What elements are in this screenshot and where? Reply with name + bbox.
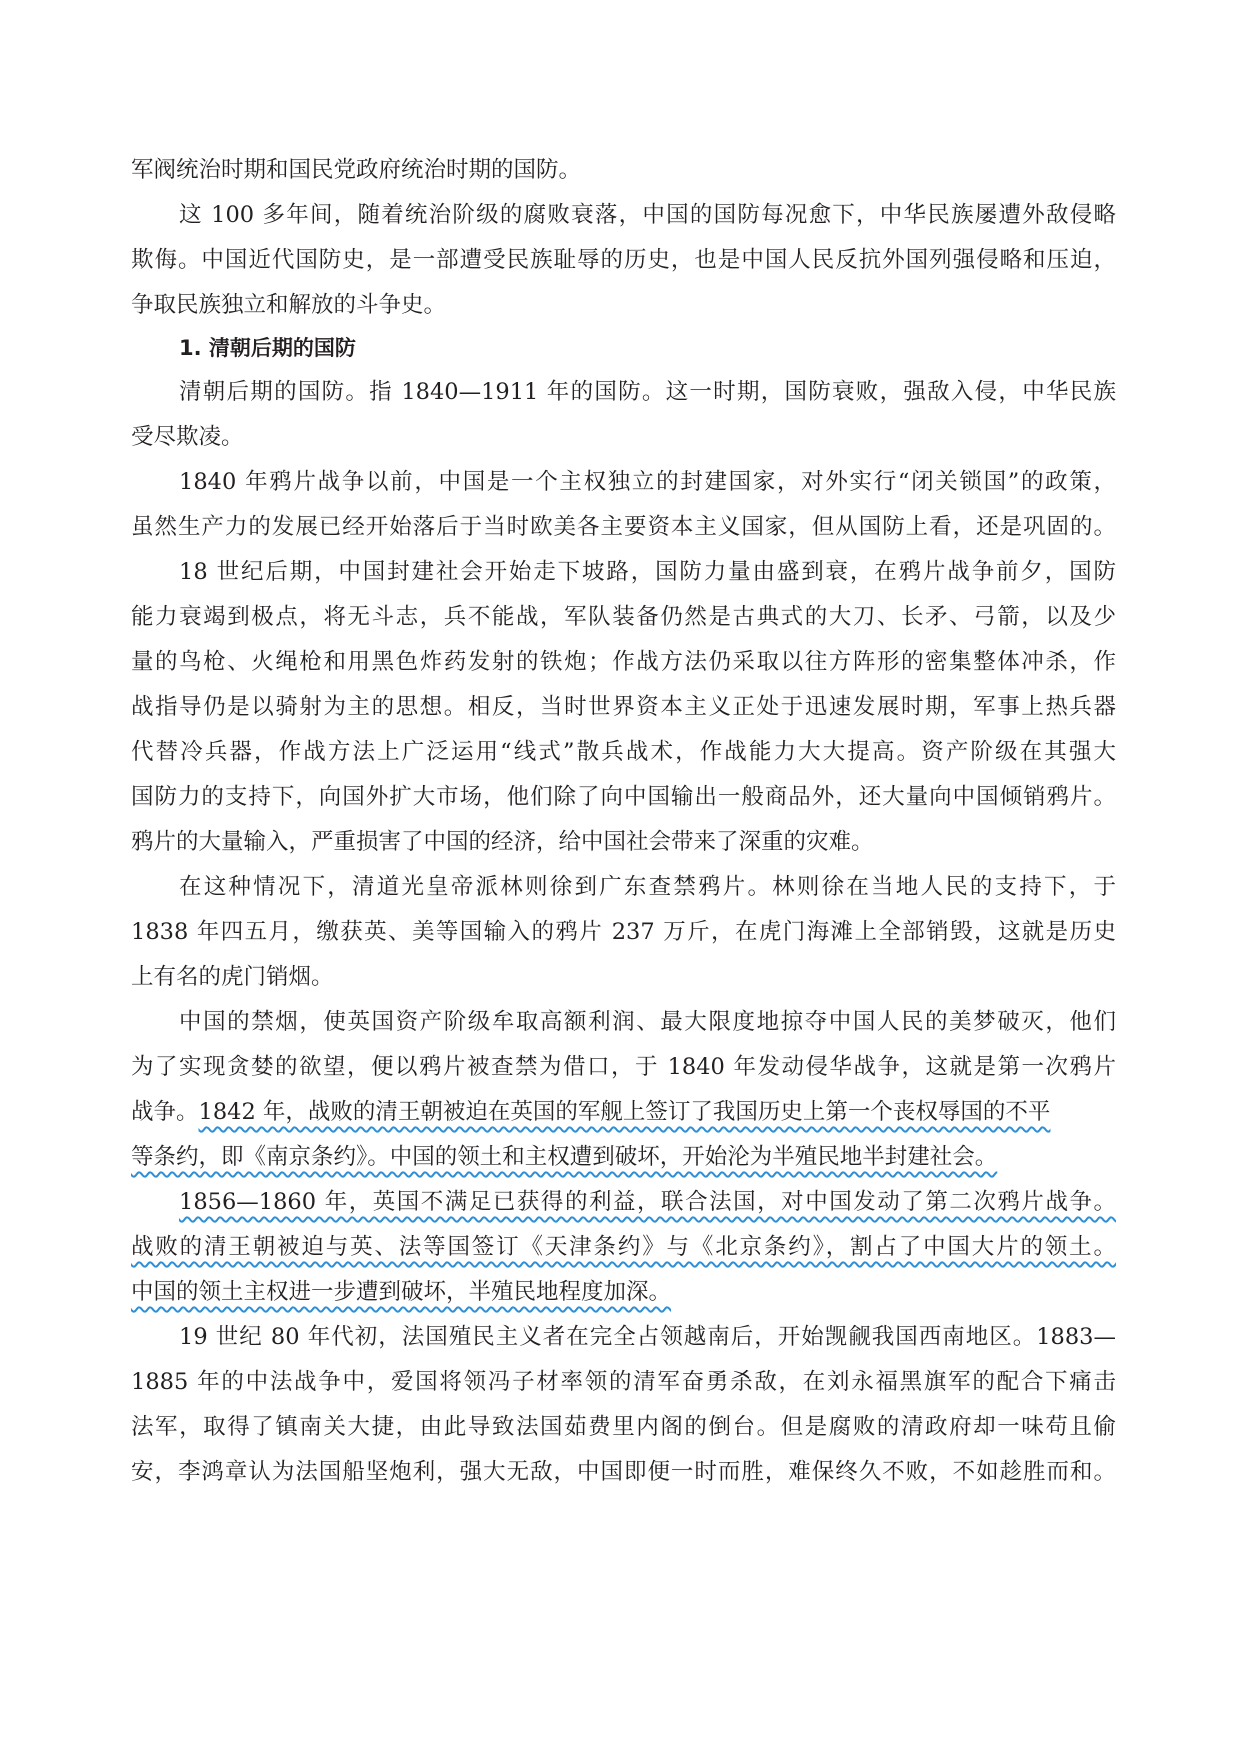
text-line [131,1227,1116,1267]
text-line [131,1272,671,1312]
text-line: 18 世纪后期，中国封建社会开始走下坡路，国防力量由盛到衰，在鸦片战争前夕，国防 [179,559,1116,585]
text-line [179,1182,1116,1222]
text-line: 1885 年的中法战争中，爱国将领冯子材率领的清军奋勇杀敌，在刘永福黑旗军的配合下痛击 [131,1369,1116,1395]
text-line: 虽然生产力的发展已经开始落后于当时欧美各主要资本主义国家，但从国防上看，还是巩固的。 [131,514,1116,540]
text-line: 军阀统治时期和国民党政府统治时期的国防。 [131,157,582,183]
text-line: 能力衰竭到极点，将无斗志，兵不能战，军队装备仍然是古典式的大刀、长矛、弓箭，以及少 [131,604,1116,630]
annotated-text: 等条约，即《南京条约》。中国的领土和主权遭到破坏，开始沦为半殖民地半封建社会。 [131,1144,998,1170]
text-line: 在这种情况下，清道光皇帝派林则徐到广东查禁鸦片。林则徐在当地人民的支持下，于 [179,874,1116,900]
text-line: 欺侮。中国近代国防史，是一部遭受民族耻辱的历史，也是中国人民反抗外国列强侵略和压迫， [131,247,1116,273]
text-line: 战指导仍是以骑射为主的思想。相反，当时世界资本主义正处于迅速发展时期，军事上热兵器 [131,694,1116,720]
text-line [131,1137,997,1177]
text-line: 争取民族独立和解放的斗争史。 [131,292,447,318]
annotated-text: 中国的领土主权进一步遭到破坏，半殖民地程度加深。 [131,1279,672,1305]
text-line: 19 世纪 80 年代初，法国殖民主义者在完全占领越南后，开始觊觎我国西南地区。1883— [179,1324,1116,1350]
section-heading: 1. 清朝后期的国防 [179,336,356,360]
text-line [131,1092,1050,1132]
text-line: 中国的禁烟，使英国资产阶级牟取高额利润、最大限度地掠夺中国人民的美梦破灭，他们 [179,1009,1116,1035]
annotated-text: 战败的清王朝被迫与英、法等国签订《天津条约》与《北京条约》，割占了中国大片的领土。 [131,1234,1116,1260]
text-line: 受尽欺凌。 [131,424,244,450]
annotated-text: 1856—1860 年，英国不满足已获得的利益，联合法国，对中国发动了第二次鸦片战争。 [179,1189,1116,1215]
text-line: 这 100 多年间，随着统治阶级的腐败衰落，中国的国防每况愈下，中华民族屡遭外敌侵略 [179,202,1116,228]
text-line: 法军，取得了镇南关大捷，由此导致法国茹费里内阁的倒台。但是腐败的清政府却一味苟且偷 [131,1414,1116,1440]
text-line: 清朝后期的国防。指 1840—1911 年的国防。这一时期，国防衰败，强敌入侵，中华民族 [179,379,1116,405]
text-line: 国防力的支持下，向国外扩大市场，他们除了向中国输出一般商品外，还大量向中国倾销鸦片。 [131,784,1116,810]
text-line: 1838 年四五月，缴获英、美等国输入的鸦片 237 万斤，在虎门海滩上全部销毁，这就是历史 [131,919,1116,945]
text-line: 1840 年鸦片战争以前，中国是一个主权独立的封建国家，对外实行“闭关锁国”的政策， [179,469,1116,495]
text-line: 安，李鸿章认为法国船坚炮利，强大无敌，中国即便一时而胜，难保终久不败，不如趁胜而和。 [131,1459,1116,1485]
text-line: 代替冷兵器，作战方法上广泛运用“线式”散兵战术，作战能力大大提高。资产阶级在其强大 [131,739,1116,765]
text-line: 鸦片的大量输入，严重损害了中国的经济，给中国社会带来了深重的灾难。 [131,829,874,855]
text-segment: 战争。 [131,1099,199,1125]
text-line: 量的鸟枪、火绳枪和用黑色炸药发射的铁炮；作战方法仍采取以往方阵形的密集整体冲杀，作 [131,649,1116,675]
annotated-text: 1842 年，战败的清王朝被迫在英国的军舰上签订了我国历史上第一个丧权辱国的不平 [198,1099,1051,1125]
text-line: 上有名的虎门销烟。 [131,964,334,990]
text-line: 为了实现贪婪的欲望，便以鸦片被查禁为借口，于 1840 年发动侵华战争，这就是第一次鸦片 [131,1054,1116,1080]
